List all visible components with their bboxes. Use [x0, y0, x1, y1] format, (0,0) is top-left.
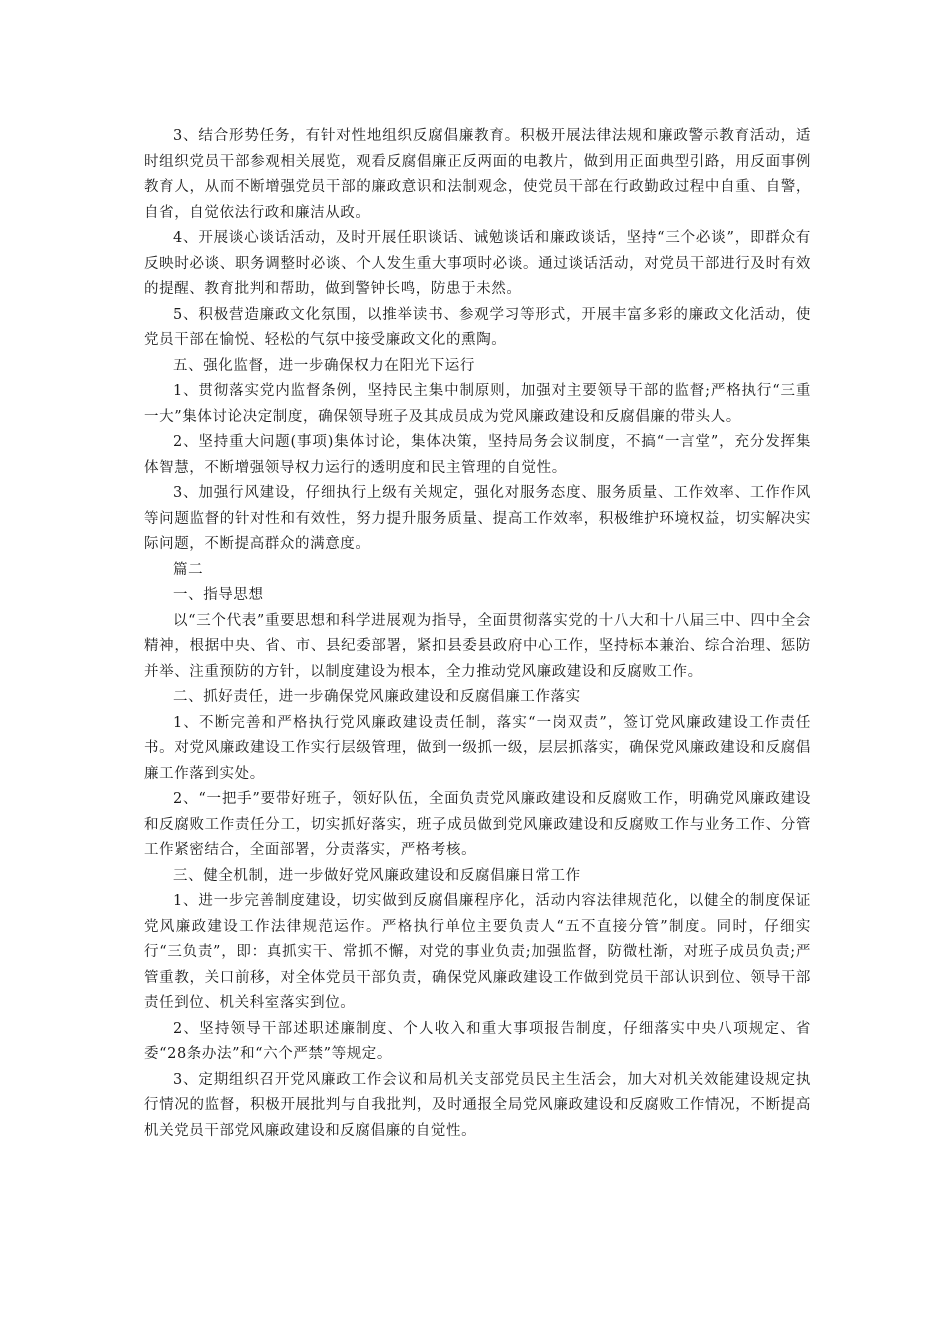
paragraph: 2、坚持重大问题(事项)集体讨论，集体决策，坚持局务会议制度，不搞“一言堂”，充分发挥集体智慧，不断增强领导权力运行的透明度和民主管理的自觉性。	[144, 434, 811, 476]
section-heading: 二、抓好责任，进一步确保党风廉政建设和反腐倡廉工作落实	[173, 689, 581, 705]
paragraph: 4、开展谈心谈话活动，及时开展任职谈话、诫勉谈话和廉政谈话，坚持“三个必谈”，即群众有反映时必谈、职务调整时必谈、个人发生重大事项时必谈。通过谈话活动，对党员干部进行及时有效的提醒、教育批判和帮助，做到警钟长鸣，防患于未然。	[144, 230, 811, 297]
part-heading: 篇二	[173, 561, 204, 578]
paragraph: 3、定期组织召开党风廉政工作会议和局机关支部党员民主生活会，加大对机关效能建设规定执行情况的监督，积极开展批判与自我批判，及时通报全局党风廉政建设和反腐败工作情况，不断提高机关党员干部党风廉政建设和反腐倡廉的自觉性。	[144, 1071, 811, 1139]
paragraph: 1、不断完善和严格执行党风廉政建设责任制，落实“一岗双责”，签订党风廉政建设工作责任书。对党风廉政建设工作实行层级管理，做到一级抓一级，层层抓落实，确保党风廉政建设和反腐倡廉工作落到实处。	[144, 714, 811, 782]
section-heading: 三、健全机制，进一步做好党风廉政建设和反腐倡廉日常工作	[173, 867, 581, 884]
paragraph: 1、进一步完善制度建设，切实做到反腐倡廉程序化，活动内容法律规范化，以健全的制度保证党风廉政建设工作法律规范运作。严格执行单位主要负责人“五不直接分管”制度。同时，仔细实行“三负责”，即：真抓实干、常抓不懈，对党的事业负责;加强监督，防微杜渐，对班子成员负责;严管重教，关口前移，对全体党员干部负责，确保党风廉政建设工作做到党员干部认识到位、领导干部责任到位、机关科室落实到位。	[144, 893, 811, 1011]
paragraph: 1、贯彻落实党内监督条例，坚持民主集中制原则，加强对主要领导干部的监督;严格执行“三重一大”集体讨论决定制度，确保领导班子及其成员成为党风廉政建设和反腐倡廉的带头人。	[144, 383, 811, 425]
paragraph: 2、“一把手”要带好班子，领好队伍，全面负责党风廉政建设和反腐败工作，明确党风廉政建设和反腐败工作责任分工，切实抓好落实，班子成员做到党风廉政建设和反腐败工作与业务工作、分管工作紧密结合，全面部署，分责落实，严格考核。	[144, 791, 811, 858]
paragraph: 3、加强行风建设，仔细执行上级有关规定，强化对服务态度、服务质量、工作效率、工作作风等问题监督的针对性和有效性，努力提升服务质量、提高工作效率，积极维护环境权益，切实解决实际问题，不断提高群众的满意度。	[144, 485, 811, 552]
document-body	[144, 124, 811, 1144]
paragraph: 2、坚持领导干部述职述廉制度、个人收入和重大事项报告制度，仔细落实中央八项规定、省委“28条办法”和“六个严禁”等规定。	[144, 1020, 811, 1062]
paragraph: 5、积极营造廉政文化氛围，以推举读书、参观学习等形式，开展丰富多彩的廉政文化活动，使党员干部在愉悦、轻松的气氛中接受廉政文化的熏陶。	[144, 306, 811, 348]
section-heading: 五、强化监督，进一步确保权力在阳光下运行	[173, 357, 475, 374]
paragraph: 3、结合形势任务，有针对性地组织反腐倡廉教育。积极开展法律法规和廉政警示教育活动，适时组织党员干部参观相关展览，观看反腐倡廉正反两面的电教片，做到用正面典型引路，用反面事例教育人，从而不断增强党员干部的廉政意识和法制观念，使党员干部在行政勤政过程中自重、自警，自省，自觉依法行政和廉洁从政。	[144, 128, 811, 221]
paragraph: 以“三个代表”重要思想和科学进展观为指导，全面贯彻落实党的十八大和十八届三中、四中全会精神，根据中央、省、市、县纪委部署，紧扣县委县政府中心工作，坚持标本兼治、综合治理、惩防并举、注重预防的方针，以制度建设为根本，全力推动党风廉政建设和反腐败工作。	[144, 612, 811, 680]
section-heading: 一、指导思想	[173, 587, 264, 603]
